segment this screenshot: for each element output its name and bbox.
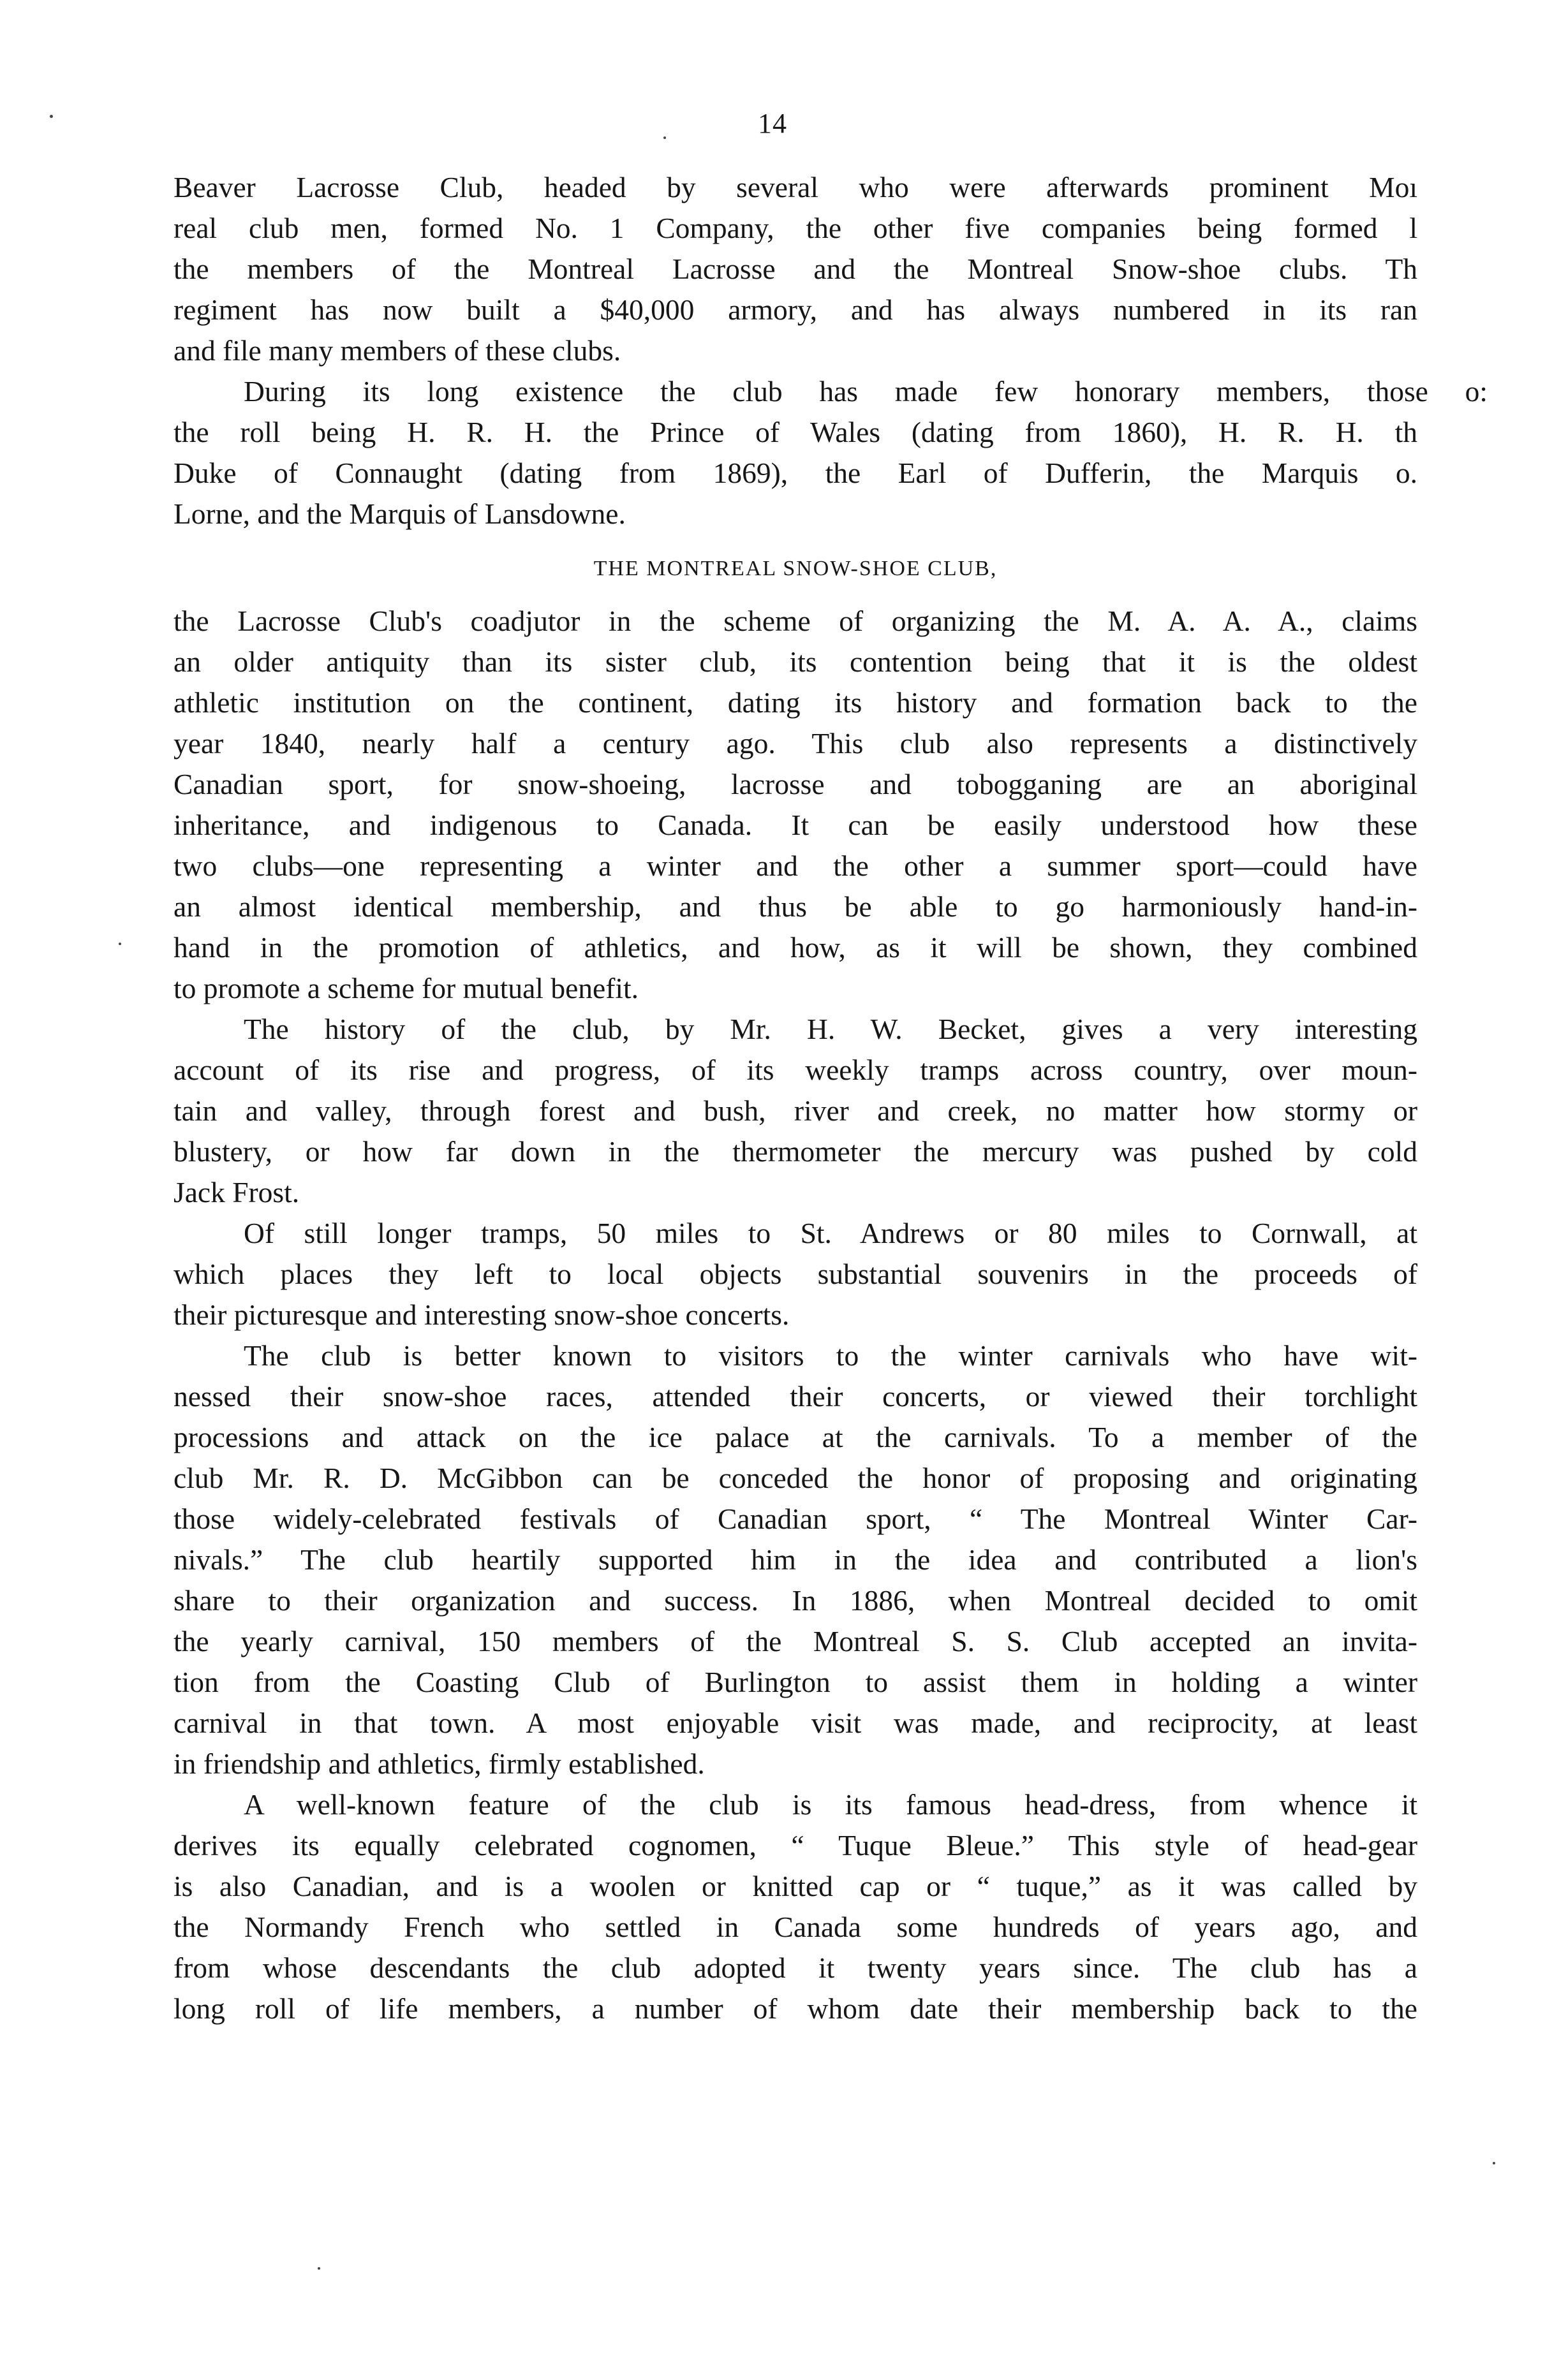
text-line: athletic institution on the continent, dating its history and formation back to the (174, 686, 1417, 719)
text-line: two clubs—one representing a winter and the other a summer sport—could have (174, 849, 1417, 882)
text-line: from whose descendants the club adopted it twenty years since. The club has a (174, 1951, 1417, 1984)
text-line: hand in the promotion of athletics, and how, as it will be shown, they combined (174, 931, 1417, 964)
text-line: the members of the Montreal Lacrosse and the Montreal Snow-shoe clubs. Th (174, 253, 1417, 285)
text-line: long roll of life members, a number of whom date their membership back to the (174, 1992, 1417, 2025)
text-line: is also Canadian, and is a woolen or knitted cap or “ tuque,” as it was called by (174, 1870, 1417, 1902)
text-line: carnival in that town. A most enjoyable visit was made, and reciprocity, at least (174, 1707, 1417, 1739)
text-line: club Mr. R. D. McGibbon can be conceded the honor of proposing and originating (174, 1462, 1417, 1494)
text-line: tion from the Coasting Club of Burlington to assist them in holding a winter (174, 1666, 1417, 1698)
text-line: to promote a scheme for mutual benefit. (174, 972, 639, 1004)
text-line: A well-known feature of the club is its famous head-dress, from whence it (244, 1788, 1417, 1821)
section-heading: THE MONTREAL SNOW-SHOE CLUB, (593, 557, 998, 580)
text-line: During its long existence the club has made few honorary members, those o: (244, 375, 1488, 408)
text-line: the yearly carnival, 150 members of the Montreal S. S. Club accepted an invita- (174, 1625, 1417, 1657)
text-line: which places they left to local objects substantial souvenirs in the proceeds of (174, 1258, 1417, 1290)
scan-speck (318, 2267, 320, 2270)
text-line: and file many members of these clubs. (174, 334, 621, 367)
text-line: Of still longer tramps, 50 miles to St. Andrews or 80 miles to Cornwall, at (244, 1217, 1417, 1249)
text-line: Beaver Lacrosse Club, headed by several who were afterwards prominent Moı (174, 171, 1417, 203)
text-line: nessed their snow-shoe races, attended their concerts, or viewed their torchlight (174, 1380, 1417, 1413)
scan-speck (119, 943, 121, 945)
text-line: processions and attack on the ice palace at the carnivals. To a member of the (174, 1421, 1417, 1453)
text-line: those widely-celebrated festivals of Canadian sport, “ The Montreal Winter Car- (174, 1502, 1417, 1535)
text-line: Canadian sport, for snow-shoeing, lacrosse and tobogganing are an aboriginal (174, 768, 1417, 800)
text-line: in friendship and athletics, firmly established. (174, 1747, 705, 1780)
text-line: derives its equally celebrated cognomen, “ Tuque Bleue.” This style of head-gear (174, 1829, 1417, 1862)
text-line: The history of the club, by Mr. H. W. Becket, gives a very interesting (244, 1013, 1417, 1045)
text-line: Duke of Connaught (dating from 1869), the Earl of Dufferin, the Marquis o. (174, 457, 1417, 489)
body-text (174, 167, 1488, 2029)
text-line: the Normandy French who settled in Canada some hundreds of years ago, and (174, 1911, 1417, 1943)
text-line: share to their organization and success. In 1886, when Montreal decided to omit (174, 1584, 1417, 1617)
text-line: nivals.” The club heartily supported him in the idea and contributed a lion's (174, 1543, 1417, 1576)
text-line: Jack Frost. (174, 1176, 300, 1208)
text-line: Lorne, and the Marquis of Lansdowne. (174, 497, 626, 530)
text-line: The club is better known to visitors to the winter carnivals who have wit- (244, 1339, 1417, 1372)
text-line: inheritance, and indigenous to Canada. It can be easily understood how these (174, 809, 1417, 841)
text-line: an almost identical membership, and thus be able to go harmoniously hand-in- (174, 890, 1417, 923)
text-line: year 1840, nearly half a century ago. This club also represents a distinctively (174, 727, 1417, 760)
text-line: account of its rise and progress, of its weekly tramps across country, over moun- (174, 1054, 1417, 1086)
text-line: blustery, or how far down in the thermometer the mercury was pushed by cold (174, 1135, 1417, 1168)
scan-speck (1493, 2162, 1495, 2164)
text-line: real club men, formed No. 1 Company, the other five companies being formed l (174, 212, 1417, 244)
page-number: 14 (758, 108, 787, 139)
text-line: the Lacrosse Club's coadjutor in the scheme of organizing the M. A. A. A., claims (174, 605, 1417, 637)
text-line: an older antiquity than its sister club, its contention being that it is the oldest (174, 645, 1417, 678)
text-line: regiment has now built a $40,000 armory, and has always numbered in its ran (174, 293, 1417, 326)
text-line: the roll being H. R. H. the Prince of Wales (dating from 1860), H. R. H. th (174, 416, 1417, 448)
text-line: their picturesque and interesting snow-shoe concerts. (174, 1298, 790, 1331)
text-line: tain and valley, through forest and bush, river and creek, no matter how stormy or (174, 1094, 1417, 1127)
